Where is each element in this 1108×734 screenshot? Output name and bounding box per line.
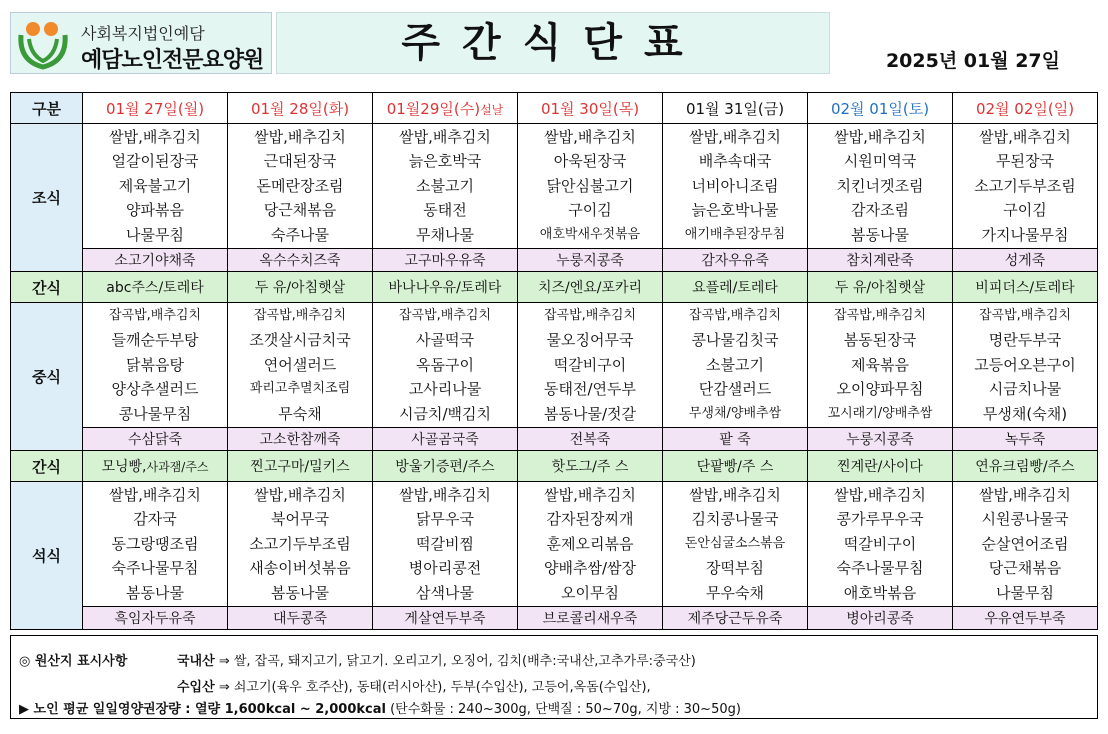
menu-item: 떡갈비구이 xyxy=(843,534,917,553)
menu-item: 삼색나물 xyxy=(416,583,474,602)
meal-cell xyxy=(808,303,953,428)
menu-item: 무생채/양배추쌈 xyxy=(688,405,782,421)
day-label: 01월29일(수) xyxy=(386,99,481,118)
menu-item: 양상추샐러드 xyxy=(111,380,199,399)
day-header xyxy=(663,93,808,124)
porridge-cell: 성게죽 xyxy=(953,249,1098,272)
menu-item: 너비아니조림 xyxy=(691,176,779,195)
day-header xyxy=(953,93,1098,124)
menu-item: 감자조림 xyxy=(851,201,909,220)
day-label: 01월 30일(목) xyxy=(540,99,640,118)
menu-item: 쌀밥,배추김치 xyxy=(834,485,926,504)
menu-item: 당근채볶음 xyxy=(988,559,1062,578)
menu-item: 돈안심굴소스볶음 xyxy=(684,535,786,551)
snack-cell xyxy=(663,451,808,482)
porridge-cell: 병아리콩죽 xyxy=(808,607,953,630)
day-label: 02월 01일(토) xyxy=(830,99,930,118)
menu-item: 김치콩나물국 xyxy=(691,510,779,529)
snack-main: 찐고구마/밀키스 xyxy=(250,459,350,475)
meal-cell xyxy=(953,482,1098,607)
meal-cell xyxy=(663,303,808,428)
menu-item: 시금치/백김치 xyxy=(399,404,491,423)
menu-item: 애기배추된장무침 xyxy=(684,226,786,242)
menu-item: 동그랑땡조림 xyxy=(111,534,199,553)
meal-cell xyxy=(518,482,663,607)
menu-item: 새송이버섯볶음 xyxy=(249,559,351,578)
snack-cell: 두 유/아침햇살 xyxy=(808,272,953,303)
menu-date: 2025년 01월 27일 xyxy=(885,50,1060,72)
menu-item: 숙주나물무침 xyxy=(111,559,199,578)
snack-small: 사과잼/주스 xyxy=(146,460,209,474)
nutrition-line xyxy=(19,698,741,717)
menu-item: 잡곡밥,배추김치 xyxy=(833,307,927,323)
day-header xyxy=(518,93,663,124)
porridge-cell: 게살연두부죽 xyxy=(373,607,518,630)
menu-item: 쌀밥,배추김치 xyxy=(979,485,1071,504)
menu-item: 잡곡밥,배추김치 xyxy=(543,307,637,323)
meal-cell xyxy=(228,482,373,607)
snack-cell xyxy=(953,451,1098,482)
menu-item: 돈메란장조림 xyxy=(256,176,344,195)
menu-item: 무숙채 xyxy=(278,404,322,423)
menu-item: 잡곡밥,배추김치 xyxy=(398,307,492,323)
snack-cell: 비피더스/토레타 xyxy=(953,272,1098,303)
nutrition-bold: ▶ 노인 평균 일일영양권장량 : 열량 1,600kcal ~ 2,000kcal xyxy=(19,702,386,717)
menu-item: 장떡부침 xyxy=(706,559,764,578)
menu-item: 연어샐러드 xyxy=(263,355,337,374)
import-label: 수입산 xyxy=(177,680,215,695)
menu-item: 오이양파무침 xyxy=(836,380,924,399)
menu-item: 콩나물김칫국 xyxy=(691,331,779,350)
menu-item: 동태전/연두부 xyxy=(544,380,636,399)
snack-main: 방울기증편/주스 xyxy=(395,459,495,475)
porridge-row-dinner xyxy=(11,607,1098,630)
meal-cell xyxy=(228,303,373,428)
meal-cell xyxy=(373,124,518,249)
meal-cell xyxy=(373,482,518,607)
menu-item: 소고기두부조림 xyxy=(249,534,351,553)
snack-main: 모닝빵, xyxy=(101,459,147,475)
menu-item: 무생채(숙채) xyxy=(982,404,1068,423)
snack-cell: abc주스/토레타 xyxy=(83,272,228,303)
day-label: 01월 31일(금) xyxy=(685,99,785,118)
porridge-cell: 녹두죽 xyxy=(953,428,1098,451)
menu-item: 숙주나물 xyxy=(271,225,329,244)
menu-item: 시금치나물 xyxy=(988,380,1062,399)
meal-cell xyxy=(953,303,1098,428)
menu-item: 치킨너겟조림 xyxy=(836,176,924,195)
menu-item: 동태전 xyxy=(423,201,467,220)
origin-line-import xyxy=(177,676,651,695)
menu-item: 애호박새우젓볶음 xyxy=(539,226,641,242)
porridge-cell: 브로콜리새우죽 xyxy=(518,607,663,630)
menu-item: 제육불고기 xyxy=(118,176,192,195)
porridge-row-breakfast xyxy=(11,249,1098,272)
porridge-cell: 사골곰국죽 xyxy=(373,428,518,451)
menu-item: 북어무국 xyxy=(271,510,329,529)
weekly-menu-table xyxy=(10,92,1098,630)
meal-cell xyxy=(518,124,663,249)
menu-item: 제육볶음 xyxy=(851,355,909,374)
menu-item: 고사리나물 xyxy=(408,380,482,399)
menu-item: 근대된장국 xyxy=(263,152,337,171)
snack-cell xyxy=(83,451,228,482)
menu-item: 봄동나물 xyxy=(271,583,329,602)
menu-item: 쌀밥,배추김치 xyxy=(399,127,491,146)
snack-cell: 요플레/토레타 xyxy=(663,272,808,303)
menu-item: 양배추쌈/쌈장 xyxy=(544,559,636,578)
title-box xyxy=(276,12,830,74)
snack-cell xyxy=(808,451,953,482)
meal-cell xyxy=(808,124,953,249)
day-header xyxy=(808,93,953,124)
menu-item: 쌀밥,배추김치 xyxy=(109,485,201,504)
meal-cell xyxy=(518,303,663,428)
snack-cell xyxy=(373,451,518,482)
menu-item: 무우숙채 xyxy=(706,583,764,602)
snack-cell: 두 유/아침햇살 xyxy=(228,272,373,303)
menu-item: 닭볶음탕 xyxy=(126,355,184,374)
menu-item: 무된장국 xyxy=(996,152,1054,171)
porridge-cell: 전복죽 xyxy=(518,428,663,451)
menu-item: 잡곡밥,배추김치 xyxy=(108,307,202,323)
menu-item: 구이김 xyxy=(1003,201,1047,220)
nutrition-rest: (탄수화물 : 240~300g, 단백질 : 50~70g, 지방 : 30~50g) xyxy=(385,702,741,717)
menu-item: 닭무우국 xyxy=(416,510,474,529)
menu-item: 단감샐러드 xyxy=(698,380,772,399)
menu-item: 들깨순두부탕 xyxy=(111,331,199,350)
origin-title: ◎ 원산지 표시사항 xyxy=(19,654,128,669)
snack-row-snack1 xyxy=(11,272,1098,303)
menu-item: 쌀밥,배추김치 xyxy=(544,127,636,146)
menu-item: 늙은호박국 xyxy=(408,152,482,171)
menu-item: 쌀밥,배추김치 xyxy=(254,485,346,504)
menu-item: 고등어오븐구이 xyxy=(974,355,1076,374)
menu-item: 꽈리고추멸치조림 xyxy=(249,381,351,397)
org-logo-icon xyxy=(15,17,75,71)
org-logo-box xyxy=(10,12,272,74)
porridge-cell: 옥수수치즈죽 xyxy=(228,249,373,272)
menu-item: 닭안심불고기 xyxy=(546,176,634,195)
menu-item: 나물무침 xyxy=(996,583,1054,602)
porridge-cell: 누룽지콩죽 xyxy=(808,428,953,451)
snack-cell xyxy=(228,451,373,482)
menu-item: 잡곡밥,배추김치 xyxy=(978,307,1072,323)
meal-label-breakfast: 조식 xyxy=(11,124,83,272)
porridge-cell: 누룽지콩죽 xyxy=(518,249,663,272)
snack-main: 연유크림빵/주스 xyxy=(975,459,1075,475)
meal-cell xyxy=(83,482,228,607)
domestic-text: ⇒ 쌀, 잡곡, 돼지고기, 닭고기. 오리고기, 오징어, 김치(배추:국내산,고추가루:중국산) xyxy=(218,654,696,669)
menu-item: 쌀밥,배추김치 xyxy=(544,485,636,504)
menu-item: 조갯살시금치국 xyxy=(249,331,351,350)
porridge-cell: 제주당근두유죽 xyxy=(663,607,808,630)
meal-cell xyxy=(808,482,953,607)
org-name-line2: 예담노인전문요양원 xyxy=(81,48,264,73)
menu-item: 쌀밥,배추김치 xyxy=(689,485,781,504)
import-text: ⇒ 쇠고기(육우 호주산), 동태(러시아산), 두부(수입산), 고등어,옥돔(수입산), xyxy=(218,680,651,695)
menu-item: 사골떡국 xyxy=(416,331,474,350)
porridge-cell: 감자우유죽 xyxy=(663,249,808,272)
menu-item: 감자된장찌개 xyxy=(546,510,634,529)
menu-item: 얼갈이된장국 xyxy=(111,152,199,171)
menu-item: 아욱된장국 xyxy=(553,152,627,171)
meal-cell xyxy=(83,303,228,428)
meal-label-lunch: 중식 xyxy=(11,303,83,451)
menu-item: 양파볶음 xyxy=(126,201,184,220)
snack-cell: 치즈/엔요/포카리 xyxy=(518,272,663,303)
menu-item: 소고기두부조림 xyxy=(974,176,1076,195)
menu-item: 무채나물 xyxy=(416,225,474,244)
porridge-cell: 대두콩죽 xyxy=(228,607,373,630)
menu-item: 오이무침 xyxy=(561,583,619,602)
snack-main: 핫도그/주 스 xyxy=(551,459,629,475)
menu-item: 숙주나물무침 xyxy=(836,559,924,578)
menu-item: 잡곡밥,배추김치 xyxy=(253,307,347,323)
snack-cell: 바나나우유/토레타 xyxy=(373,272,518,303)
day-label: 01월 27일(월) xyxy=(105,99,205,118)
meal-cell xyxy=(663,124,808,249)
menu-item: 떡갈비구이 xyxy=(553,355,627,374)
menu-item: 봄동나물 xyxy=(851,225,909,244)
menu-item: 애호박볶음 xyxy=(843,583,917,602)
menu-item: 봄동나물 xyxy=(126,583,184,602)
menu-item: 가지나물무침 xyxy=(981,225,1069,244)
menu-item: 구이김 xyxy=(568,201,612,220)
menu-item: 쌀밥,배추김치 xyxy=(689,127,781,146)
menu-item: 쌀밥,배추김치 xyxy=(254,127,346,146)
origin-line-domestic xyxy=(19,650,696,669)
meal-row-breakfast xyxy=(11,124,1098,249)
page-header xyxy=(0,0,1108,86)
menu-item: 쌀밥,배추김치 xyxy=(109,127,201,146)
menu-item: 늙은호박나물 xyxy=(691,201,779,220)
snack-row-snack2 xyxy=(11,451,1098,482)
menu-item: 꼬시래기/양배추쌈 xyxy=(827,405,933,421)
menu-item: 옥돔구이 xyxy=(416,355,474,374)
menu-item: 쌀밥,배추김치 xyxy=(979,127,1071,146)
meal-row-lunch xyxy=(11,303,1098,428)
corner-label: 구분 xyxy=(11,93,83,124)
menu-item: 순살연어조림 xyxy=(981,534,1069,553)
menu-item: 감자국 xyxy=(133,510,177,529)
snack-main: 찐계란/사이다 xyxy=(837,459,923,475)
porridge-cell: 수삼닭죽 xyxy=(83,428,228,451)
snack-label: 간식 xyxy=(11,272,83,303)
meal-cell xyxy=(373,303,518,428)
menu-item: 봄동나물/젓갈 xyxy=(544,404,636,423)
holiday-note: 설날 xyxy=(480,102,504,117)
porridge-cell: 소고기야채죽 xyxy=(83,249,228,272)
porridge-cell: 고소한참깨죽 xyxy=(228,428,373,451)
day-header xyxy=(228,93,373,124)
page-title: 주간식단표 xyxy=(401,20,705,66)
menu-item: 당근채볶음 xyxy=(263,201,337,220)
menu-item: 쌀밥,배추김치 xyxy=(834,127,926,146)
meal-cell xyxy=(83,124,228,249)
day-label: 01월 28일(화) xyxy=(250,99,350,118)
menu-item: 병아리콩전 xyxy=(408,559,482,578)
menu-item: 잡곡밥,배추김치 xyxy=(688,307,782,323)
porridge-cell: 우유연두부죽 xyxy=(953,607,1098,630)
menu-item: 물오징어무국 xyxy=(546,331,634,350)
meal-cell xyxy=(228,124,373,249)
domestic-label: 국내산 xyxy=(177,654,215,669)
menu-item: 떡갈비찜 xyxy=(416,534,474,553)
org-name-line1: 사회복지법인예담 xyxy=(81,24,205,43)
menu-item: 쌀밥,배추김치 xyxy=(399,485,491,504)
meal-label-dinner: 석식 xyxy=(11,482,83,630)
menu-item: 콩나물무침 xyxy=(118,404,192,423)
meal-cell xyxy=(663,482,808,607)
snack-cell xyxy=(518,451,663,482)
menu-item: 나물무침 xyxy=(126,225,184,244)
menu-item: 콩가루무우국 xyxy=(836,510,924,529)
porridge-cell: 참치계란죽 xyxy=(808,249,953,272)
porridge-cell: 흑임자두유죽 xyxy=(83,607,228,630)
menu-item: 시원미역국 xyxy=(843,152,917,171)
menu-item: 소불고기 xyxy=(706,355,764,374)
day-header xyxy=(373,93,518,124)
meal-row-dinner xyxy=(11,482,1098,607)
day-header xyxy=(83,93,228,124)
menu-item: 훈제오리볶음 xyxy=(546,534,634,553)
snack-main: 단팥빵/주 스 xyxy=(696,459,774,475)
footer-notes xyxy=(10,635,1098,719)
menu-item: 배추속대국 xyxy=(698,152,772,171)
menu-item: 소불고기 xyxy=(416,176,474,195)
porridge-cell: 고구마우유죽 xyxy=(373,249,518,272)
porridge-cell: 팥 죽 xyxy=(663,428,808,451)
menu-item: 시원콩나물국 xyxy=(981,510,1069,529)
porridge-row-lunch xyxy=(11,428,1098,451)
menu-item: 봄동된장국 xyxy=(843,331,917,350)
meal-cell xyxy=(953,124,1098,249)
menu-item: 명란두부국 xyxy=(988,331,1062,350)
day-label: 02월 02일(일) xyxy=(975,99,1075,118)
snack-label: 간식 xyxy=(11,451,83,482)
day-header-row xyxy=(11,93,1098,124)
